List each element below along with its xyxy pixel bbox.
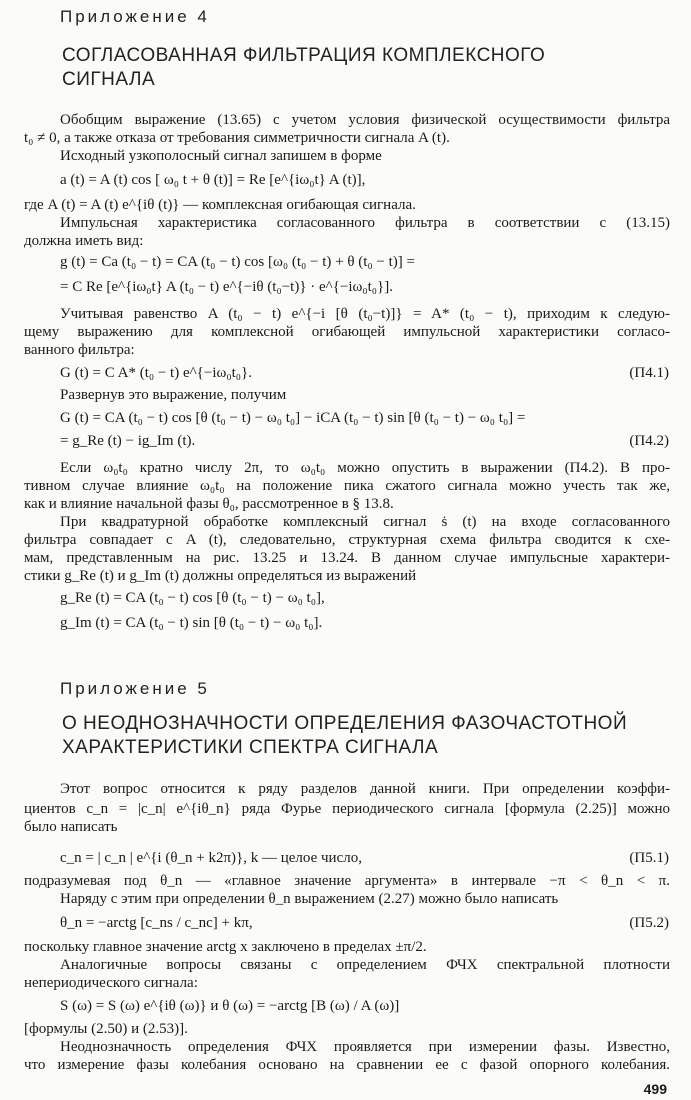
a5-para5-line1: Неоднозначность определения ФЧХ проявляется при измерении фазы. Известно,: [60, 1039, 670, 1055]
a4-para4-line1: Учитывая равенство A (t₀ − t) e^{−i [θ (t₀−t)]} = A* (t₀ − t), приходим к следую-: [60, 306, 670, 322]
eq-p5-1: c_n = | c_n | e^{i (θ_n + k2π)}, k — целое число,: [60, 850, 362, 866]
a4-para6-line2: тивном случае влияние ω₀t₀ на положение пика сжатого сигнала можно учесть так же,: [24, 478, 670, 494]
a5-para1-line1: Этот вопрос относится к ряду разделов данной книги. При определении коэффи-: [60, 781, 670, 797]
eq-number-p5-2: (П5.2): [629, 915, 669, 931]
eq-g-im: g_Im (t) = CA (t₀ − t) sin [θ (t₀ − t) − ω₀ t₀].: [60, 615, 323, 631]
a4-para3-line1: Импульсная характеристика согласованного фильтра в соответствии с (13.15): [60, 215, 670, 231]
a5-para2-line1: подразумевая под θ_n — «главное значение аргумента» в интервале −π < θ_n < π.: [24, 873, 670, 889]
eq-p4-1: G (t) = C A* (t₀ − t) e^{−iω₀t₀}.: [60, 365, 252, 381]
a5-para5-line2: что измерение фазы колебания основано на сравнении ее с фазой опорного колебания.: [24, 1057, 670, 1073]
a4-para5: Развернув это выражение, получим: [60, 387, 287, 403]
a4-para6-line1: Если ω₀t₀ кратно числу 2π, то ω₀t₀ можно опустить в выражении (П4.2). В про-: [60, 460, 670, 476]
a4-para1-line3: Исходный узкополосный сигнал запишем в форме: [60, 148, 382, 164]
eq-g-re: g_Re (t) = CA (t₀ − t) cos [θ (t₀ − t) − ω₀ t₀],: [60, 590, 325, 606]
appendix-4-title: СОГЛАСОВАННАЯ ФИЛЬТРАЦИЯ КОМПЛЕКСНОГО СИГНАЛА: [62, 45, 546, 90]
a4-para2: где A (t) = A (t) e^{iθ (t)} — комплексная огибающая сигнала.: [24, 197, 416, 213]
a4-para7-line1: При квадратурной обработке комплексный сигнал ṡ (t) на входе согласованного: [60, 514, 670, 530]
a4-para7-line3: мам, представленным на рис. 13.25 и 13.24. В данном случае импульсные характери-: [24, 550, 670, 566]
eq-g-line1: g (t) = Ca (t₀ − t) = CA (t₀ − t) cos [ω₀ (t₀ − t) + θ (t₀ − t)] =: [60, 254, 415, 270]
a5-para4: [формулы (2.50) и (2.53)].: [24, 1021, 188, 1037]
a5-para1-line2: циентов c_n = |c_n| e^{iθ_n} ряда Фурье периодического сигнала [формула (2.25)] можно: [24, 801, 670, 817]
eq-p4-2-line1: G (t) = CA (t₀ − t) cos [θ (t₀ − t) − ω₀ t₀] − iCA (t₀ − t) sin [θ (t₀ − t) − ω₀ t₀] =: [60, 410, 526, 426]
a4-para4-line2: щему выражению для комплексной огибающей импульсной характеристики согласо-: [24, 324, 670, 340]
eq-p4-2-line2: = g_Re (t) − ig_Im (t).: [60, 433, 196, 449]
appendix-5-label: Приложение 5: [60, 679, 210, 698]
eq-number-p4-1: (П4.1): [629, 365, 669, 381]
a4-para7-line4: стики g_Re (t) и g_Im (t) должны определяться из выражений: [24, 568, 417, 584]
eq-number-p5-1: (П5.1): [629, 850, 669, 866]
eq-a-signal: a (t) = A (t) cos [ ω₀ t + θ (t)] = Re [e^{iω₀t} A (t)],: [60, 172, 366, 188]
a5-para3-line1: поскольку главное значение arctg x заключено в пределах ±π/2.: [24, 939, 427, 955]
appendix-5-title: О НЕОДНОЗНАЧНОСТИ ОПРЕДЕЛЕНИЯ ФАЗОЧАСТОТНОЙ ХАРАКТЕРИСТИКИ СПЕКТРА СИГНАЛА: [62, 713, 628, 758]
a4-para4-line3: ванного фильтра:: [24, 342, 135, 358]
page-number: 499: [643, 1081, 667, 1097]
a5-para3-line3: непериодического сигнала:: [24, 975, 198, 991]
eq-p5-2: θ_n = −arctg [c_ns / c_nc] + kπ,: [60, 915, 253, 931]
eq-g-line2: = C Re [e^{iω₀t} A (t₀ − t) e^{−iθ (t₀−t)} · e^{−iω₀t₀}].: [60, 279, 393, 295]
a4-para7-line2: фильтра совпадает с A (t), следовательно, структурная схема фильтра сводится к схе-: [24, 532, 670, 548]
a5-para1-line3: было написать: [24, 819, 118, 835]
a4-para1-line2: t₀ ≠ 0, а также отказа от требования симметричности сигнала A (t).: [24, 130, 450, 146]
eq-s-omega: S (ω) = S (ω) e^{iθ (ω)} и θ (ω) = −arctg [B (ω) / A (ω)]: [60, 998, 400, 1014]
a4-para3-line2: должна иметь вид:: [24, 233, 144, 249]
appendix-4-label: Приложение 4: [60, 7, 210, 26]
a5-para3-line2: Аналогичные вопросы связаны с определением ФЧХ спектральной плотности: [60, 957, 670, 973]
a4-para6-line3: как и влияние начальной фазы θ₀, рассмотренное в § 13.8.: [24, 496, 394, 512]
a4-para1-line1: Обобщим выражение (13.65) с учетом условия физической осуществимости фильтра: [60, 112, 670, 128]
a5-para2-line2: Наряду с этим при определении θ_n выражением (2.27) можно было написать: [60, 891, 559, 907]
eq-number-p4-2: (П4.2): [629, 433, 669, 449]
